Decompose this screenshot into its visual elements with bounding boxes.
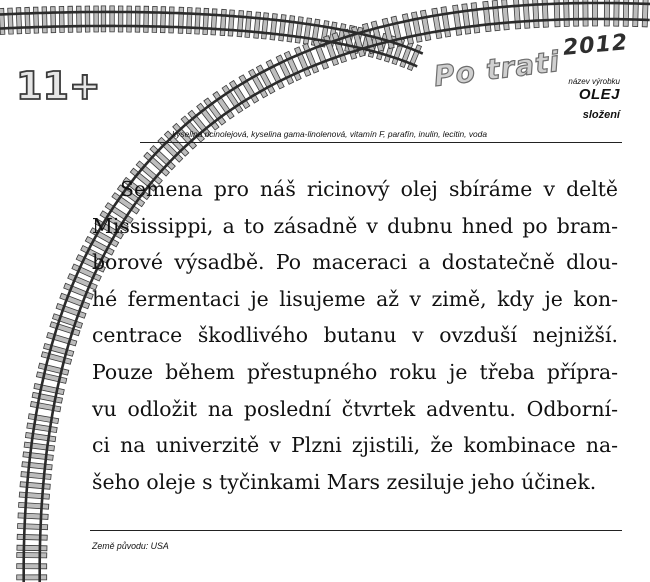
railway-tie	[228, 10, 234, 36]
railway-tie	[19, 492, 49, 499]
railway-tie	[220, 9, 226, 35]
railway-tie	[261, 13, 268, 39]
railway-tie	[303, 18, 311, 44]
railway-tie	[51, 7, 56, 33]
railway-tie	[287, 16, 295, 42]
railway-tie	[295, 17, 303, 43]
body-line: ci na univerzitě v Plzni zjistili, že kombinace na-	[92, 433, 618, 458]
logo-year: 2012	[561, 30, 630, 61]
railway-tie	[203, 8, 209, 34]
railway-tie	[68, 6, 73, 32]
railway-tie	[25, 7, 30, 33]
railway-tie	[34, 384, 64, 395]
railway-tie	[279, 15, 287, 41]
railway-tie	[25, 433, 55, 442]
railway-tie	[30, 402, 60, 412]
railway-tie	[169, 7, 174, 33]
body-line: borové výsadbě. Po maceraci a dostatečně dlou-	[92, 250, 618, 275]
logo-name: Po trati	[432, 44, 562, 93]
railway-tie	[94, 6, 99, 32]
railway-tie	[110, 6, 115, 32]
railway-tie	[20, 482, 50, 490]
railway-tie	[22, 462, 52, 470]
country-of-origin: Země původu: USA	[92, 541, 169, 551]
product-name-label: název výrobku	[568, 77, 620, 86]
railway-tie	[59, 6, 64, 32]
body-line: Mississippi, a to zásadně v dubnu hned po bram-	[92, 213, 618, 238]
railway-tie	[85, 6, 90, 32]
railway-tie	[0, 8, 5, 34]
railway-tie	[152, 6, 157, 32]
railway-tie	[17, 575, 47, 580]
railway-tie	[42, 7, 47, 33]
railway-tie	[118, 6, 123, 32]
railway-tie	[8, 8, 14, 34]
composition-label: složení	[582, 109, 620, 121]
railway-tie	[178, 7, 184, 33]
body-line: Semena pro náš ricinový olej sbíráme v deltě	[120, 177, 618, 201]
composition-value: kyselina ricinolejová, kyselina gama-linolenová, vitamín F, parafín, inulin, lecitin, voda	[172, 129, 487, 139]
railway-tie	[32, 392, 62, 403]
railway-tie	[16, 8, 22, 34]
railway-tie	[144, 6, 149, 32]
railway-tie	[160, 7, 165, 33]
railway-tie	[28, 414, 58, 424]
body-line: šeho oleje s tyčinkami Mars zesiluje jeho účinek.	[92, 469, 597, 494]
railway-tie	[245, 11, 252, 37]
railway-tie	[21, 472, 51, 480]
railway-tie	[23, 452, 53, 461]
railway-tie	[195, 8, 201, 34]
bottom-divider	[90, 530, 622, 531]
railway-tie	[254, 12, 261, 38]
body-line: hé fermentaci je lisujeme až v zimě, kdy je kon-	[92, 286, 618, 311]
body-line: vu odložit na poslední čtvrtek adventu. Odborní-	[92, 396, 618, 421]
railway-tie	[17, 545, 47, 551]
railway-tie	[237, 11, 244, 37]
body-line: Pouze během přestupného roku je třeba přípra-	[92, 359, 618, 384]
grade-badge: 11+	[16, 64, 101, 108]
railway-tie	[101, 6, 106, 32]
railway-tie	[27, 423, 57, 433]
railway-tie	[19, 502, 49, 509]
top-divider	[140, 142, 622, 143]
product-name-value: OLEJ	[578, 86, 620, 103]
railway-tie	[17, 553, 47, 558]
railway-tie	[18, 524, 48, 530]
railway-tie	[127, 6, 132, 32]
railway-tie	[187, 8, 193, 34]
railway-tie	[17, 534, 47, 540]
railway-tie	[24, 442, 54, 451]
railway-tie	[77, 6, 82, 32]
railway-tie	[17, 564, 47, 569]
railway-tie	[211, 9, 217, 35]
railway-tie	[18, 513, 48, 520]
body-line: centrace škodlivého butanu v ovzduší nejnižší.	[92, 323, 618, 348]
railway-tie	[270, 14, 277, 40]
railway-tie	[33, 7, 38, 33]
body-paragraph	[92, 171, 618, 500]
railway-tie	[135, 6, 140, 32]
